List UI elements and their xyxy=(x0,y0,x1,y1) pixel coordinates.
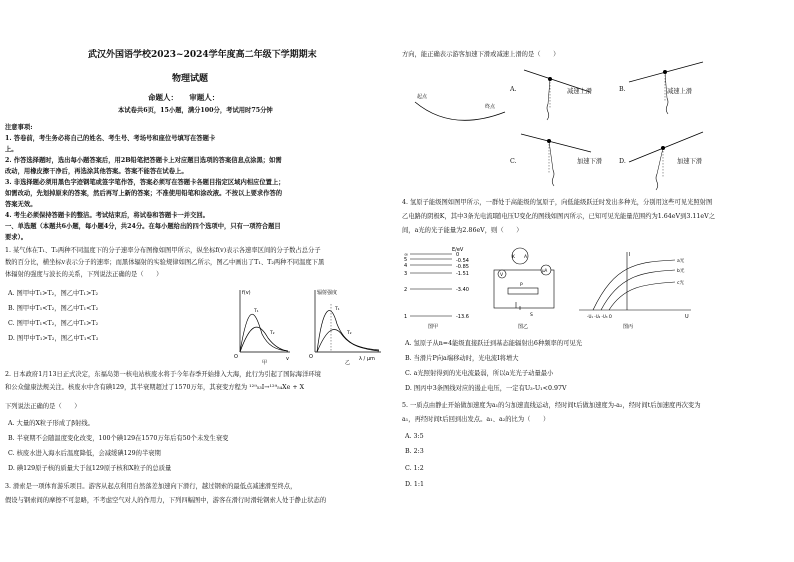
q5-text: a₁，再经时间t后回到出发点。a₁、a₂的比为（ ） xyxy=(402,416,550,423)
q5-option-a: A. 3:5 xyxy=(405,433,424,440)
section-heading: 一、单选题（本题共6小题，每小题4分，共24分。在每小题给出的四个选项中，只有一项符合题目 xyxy=(5,223,281,230)
fig-jia-t1: T₁ xyxy=(254,309,259,314)
q3-caption-b: 减速上滑 xyxy=(667,88,693,95)
svg-text:1: 1 xyxy=(404,314,408,320)
fig-yi-ylabel: 辐射强度 xyxy=(317,290,338,296)
exam-info: 本试卷共6页，15小题，满分100分，考试用时75分钟 xyxy=(118,107,273,114)
curve-a-label: a光 xyxy=(677,259,685,264)
level-1 xyxy=(404,314,469,320)
q4-text: 间，a光的光子能量为2.86eV，则（ ） xyxy=(402,227,523,234)
note-line: 3. 非选择题必须用黑色字迹钢笔或签字笔作答，答案必须写在答题卡各题目指定区域内相应位置上； xyxy=(5,179,285,186)
q5-option-b: B. 2:3 xyxy=(405,448,424,455)
q3-text: 假设与钢索间的摩擦不可忽略，不考虑空气对人的作用力，下列四幅图中，游客在滑行时滑轮钢索人处于静止状态的 xyxy=(5,497,327,504)
svg-text:μA: μA xyxy=(542,268,548,273)
exam-title: 武汉外国语学校2023~2024学年度高二年级下学期期末 xyxy=(88,50,317,60)
q3-end-label: 终点 xyxy=(485,104,496,110)
svg-text:K: K xyxy=(512,255,515,260)
fig-yi-t2: T₂ xyxy=(347,331,352,336)
q3-option-b: B. xyxy=(619,86,626,93)
svg-text:-3.40: -3.40 xyxy=(456,287,469,293)
svg-text:4: 4 xyxy=(404,263,408,269)
fig-jia-caption: 甲 xyxy=(262,360,268,366)
q3-text: 3. 滑索是一项体育游乐项目。游客从起点利用自然落差加速向下滑行，越过钢索的最低点减速滑至终点， xyxy=(5,483,297,490)
level-5 xyxy=(404,257,469,264)
q3-option-a: A. xyxy=(510,86,517,93)
q2-text: 下列说法正确的是（ ） xyxy=(5,403,81,410)
q1-text: 数的百分比，横坐标v表示分子的速率；而黑体辐射的实验规律如图乙所示，图乙中画出了T₁、T₂两种不同温度下黑 xyxy=(5,259,325,266)
curve-b-label: b光 xyxy=(677,269,685,274)
right-column xyxy=(397,0,794,562)
energy-unit-label: E/eV xyxy=(452,247,464,253)
fig-jia-xlabel: v xyxy=(286,356,289,362)
svg-text:P: P xyxy=(520,283,523,288)
note-line: 改动，用橡皮擦干净后，再选涂其他答案。答案不能答在试卷上。 xyxy=(5,168,188,175)
q4-circuit-diagram xyxy=(490,244,562,332)
q4-option-b: B. 当滑片P向a端移动时，光电流I将增大 xyxy=(405,355,519,362)
svg-text:U: U xyxy=(685,314,689,320)
fig-yi-caption: 乙 xyxy=(345,360,351,366)
q4-energy-level-diagram xyxy=(402,244,484,332)
q3-caption-d: 加速下滑 xyxy=(677,158,703,165)
svg-text:-13.6: -13.6 xyxy=(456,314,469,320)
level-2 xyxy=(404,287,469,293)
q1-option-a: A. 图甲中T₁>T₂，图乙中T₁>T₂ xyxy=(8,290,99,297)
q1-figure-jia xyxy=(232,284,294,366)
q3-option-d: D. xyxy=(619,158,626,165)
note-line: 如需改动，先划掉原来的答案，然后再写上新的答案；不准使用铅笔和涂改液。不按以上要求作答的 xyxy=(5,190,283,197)
q1-option-b: B. 图甲中T₁<T₂，图乙中T₁<T₂ xyxy=(8,305,99,312)
section-heading-cont: 要求）。 xyxy=(5,234,28,241)
level-3 xyxy=(404,271,469,277)
q2-text: 和公众健康法规关注。核废水中含有碘129，其半衰期超过了1570万年，其衰变方程为 ¹²⁹₅₃I→¹²⁹₅₄Xe + X xyxy=(5,384,305,391)
q3-zipline-figure xyxy=(409,82,509,132)
q2-option-c: C. 核废水进入海水后温度降低，会减缓碘129的半衰期 xyxy=(8,450,161,457)
q4-option-c: C. a光照射得到的光电流最弱，所以a光光子动量最小 xyxy=(405,370,554,377)
level-4 xyxy=(404,263,469,270)
q1-text: 1. 某气体在T₁、T₂两种不同温度下的分子速率分布图像如图甲所示，纵坐标f(v)表示各速率区间的分子数占总分子 xyxy=(5,247,321,254)
q4-text: 4. 氢原子能级图如图甲所示，一群处于高能级的氢原子，向低能级跃迁时发出多种光，分别用这些可见光照射图 xyxy=(402,199,713,206)
svg-text:-0.54: -0.54 xyxy=(456,258,469,264)
caption-jia: 图甲 xyxy=(428,324,439,330)
note-line: 答案无效。 xyxy=(5,201,37,208)
caption-yi: 图乙 xyxy=(518,324,529,330)
q3-text: 方向，能正确表示游客加速下滑或减速上滑的是（ ） xyxy=(402,51,560,58)
fig-yi-xlabel: λ / μm xyxy=(359,356,375,362)
svg-text:I: I xyxy=(629,252,631,258)
svg-text:A: A xyxy=(524,255,528,260)
svg-text:∞: ∞ xyxy=(404,252,409,258)
q5-option-d: D. 1:1 xyxy=(405,481,424,488)
authors-line: 命题人： 审题人： xyxy=(148,93,220,102)
level-inf xyxy=(404,252,459,258)
svg-text:-1.51: -1.51 xyxy=(456,271,469,277)
q5-text: 5. 一质点由静止开始做加速度为a₁的匀加速直线运动，经时间t后做加速度为-a₂，经时间t后加速度再次变为 xyxy=(402,402,701,409)
note-line: 上。 xyxy=(5,146,18,153)
note-line: 2. 作答选择题时，选出每小题答案后，用2B铅笔把答题卡上对应题目选项的答案信息点涂黑；如需 xyxy=(5,157,282,164)
fig-yi-origin: O xyxy=(309,354,313,360)
q1-figure-yi xyxy=(305,284,385,366)
q4-text: 乙电路的阴极K，其中3条光电流I随电压U变化的图线如图丙所示，已知可见光能量范围约为1.64eV到3.11eV之 xyxy=(402,213,715,220)
q3-option-c: C. xyxy=(510,158,517,165)
q1-option-c: C. 图甲中T₁<T₂，图乙中T₁>T₂ xyxy=(8,320,99,327)
q3-caption-a: 减速上滑 xyxy=(567,88,593,95)
svg-text:0: 0 xyxy=(456,252,460,258)
q1-text: 体辐射的强度与波长的关系，下列说法正确的是（ ） xyxy=(5,271,163,278)
q4-option-d: D. 图丙中3条图线对应的遏止电压，一定有U₃-U₁<0.97V xyxy=(405,385,567,392)
note-line: 4. 考生必须保持答题卡的整洁。考试结束后，将试卷和答题卡一并交回。 xyxy=(5,212,209,219)
curve-c-label: c光 xyxy=(677,281,684,286)
svg-text:3: 3 xyxy=(404,271,408,277)
svg-text:V: V xyxy=(500,273,504,278)
note-line: 1. 答卷前，考生务必将自己的姓名、考生号、考场号和座位号填写在答题卡 xyxy=(5,135,216,142)
q2-option-b: B. 半衰期不会随温度变化改变，100个碘129在1570万年后有50个未发生衰变 xyxy=(8,435,229,442)
q2-text: 2. 日本政府1月13日正式决定，东福岛第一核电站核废水将于今年春季开始排入大海，此行为引起了国际海洋环境 xyxy=(5,371,321,378)
q2-option-a: A. 大量的X粒子形成了β射线。 xyxy=(8,420,94,427)
fig-jia-t2: T₂ xyxy=(270,331,275,336)
fig-jia-origin: O xyxy=(234,354,238,360)
fig-jia-ylabel: f(v) xyxy=(242,290,251,296)
caption-bing: 图丙 xyxy=(623,324,634,330)
q5-option-c: C. 1:2 xyxy=(405,465,424,472)
svg-text:-0.85: -0.85 xyxy=(456,264,469,270)
svg-text:-U₁ -U₂ -U₃ O: -U₁ -U₂ -U₃ O xyxy=(587,314,612,319)
q4-option-a: A. 氢原子从n=4能级直接跃迁到基态能辐射出6种频率的可见光 xyxy=(405,340,583,347)
q1-option-d: D. 图甲中T₁>T₂，图乙中T₁<T₂ xyxy=(8,335,99,342)
q4-current-voltage-graph xyxy=(575,244,695,332)
q2-option-d: D. 碘129原子核的质量大于氙129原子核和X粒子的总质量 xyxy=(8,465,172,472)
q3-start-label: 起点 xyxy=(417,94,428,100)
svg-text:S: S xyxy=(530,313,533,318)
fig-yi-t1: T₁ xyxy=(335,307,340,312)
notes-heading: 注意事项: xyxy=(5,124,33,131)
svg-text:5: 5 xyxy=(404,257,408,263)
q3-caption-c: 加速下滑 xyxy=(577,158,603,165)
svg-text:2: 2 xyxy=(404,287,408,293)
subject-title: 物理试题 xyxy=(172,74,209,84)
